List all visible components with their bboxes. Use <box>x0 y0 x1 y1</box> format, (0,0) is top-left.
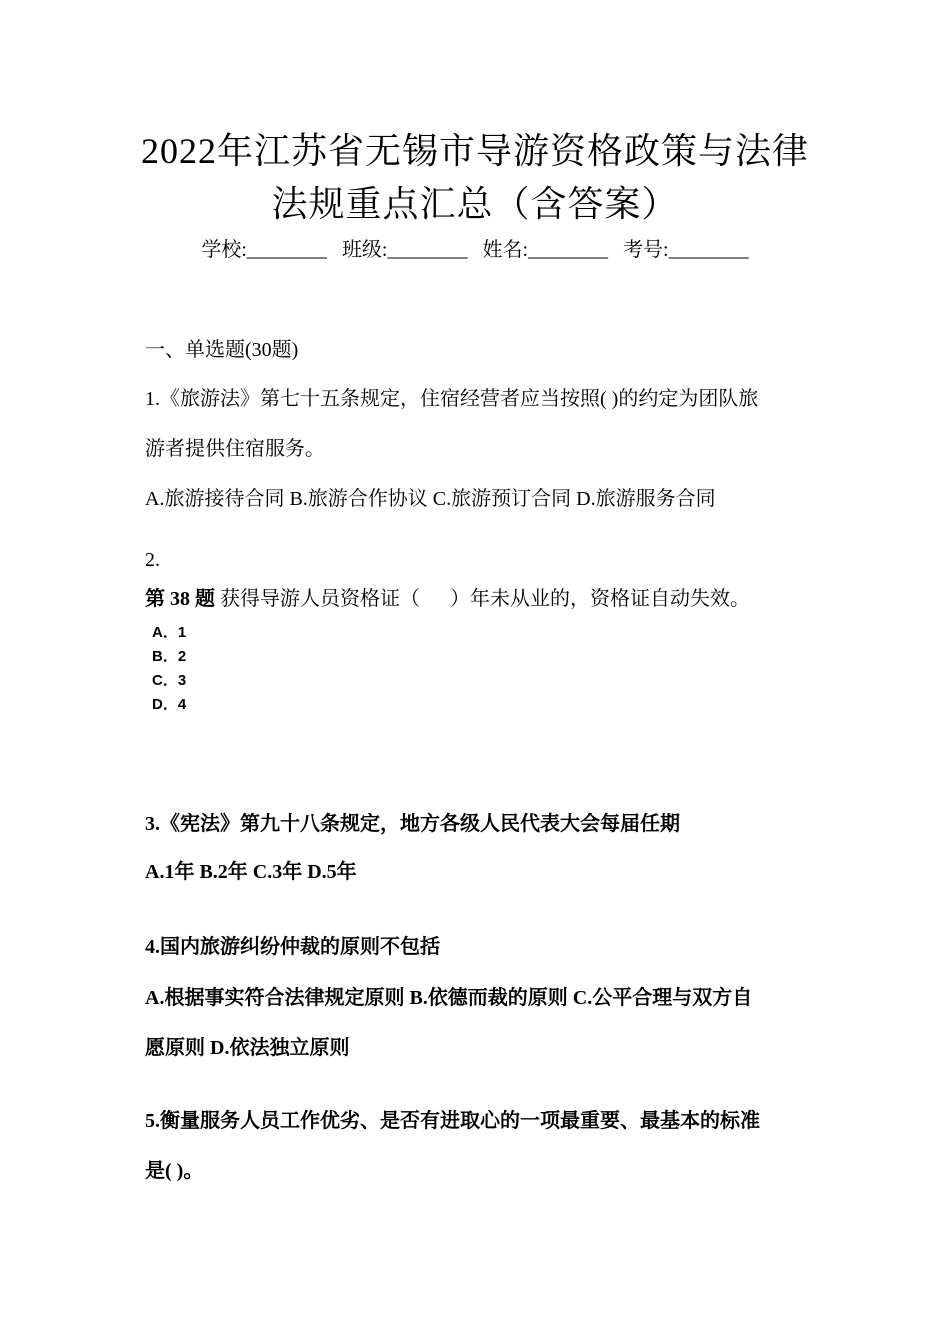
question-3-text: 3.《宪法》第九十八条规定，地方各级人民代表大会每届任期 <box>145 813 680 835</box>
question-2-option-d: D．4 <box>152 696 187 713</box>
question-2-number: 2. <box>145 549 160 571</box>
question-2-option-a: A．1 <box>152 624 187 641</box>
section-heading: 一、单选题(30题) <box>145 339 299 361</box>
question-2-option-b: B．2 <box>152 648 187 665</box>
question-2-text <box>145 585 825 613</box>
question-5-text-line1: 5.衡量服务人员工作优劣、是否有进取心的一项最重要、最基本的标准 <box>145 1110 760 1132</box>
question-1-options: A.旅游接待合同 B.旅游合作协议 C.旅游预订合同 D.旅游服务合同 <box>145 488 716 510</box>
school-field: 学校:________ <box>201 239 327 261</box>
student-info-line <box>0 236 950 264</box>
question-2-label: 第 38 题 <box>145 588 215 610</box>
question-1-text-line2: 游者提供住宿服务。 <box>145 438 325 460</box>
name-field: 姓名:________ <box>482 239 609 261</box>
question-5-text-line2: 是( )。 <box>145 1160 204 1182</box>
question-2-body: 获得导游人员资格证（ ）年未从业的，资格证自动失效。 <box>215 588 750 610</box>
question-4-options-line1: A.根据事实符合法律规定原则 B.依德而裁的原则 C.公平合理与双方自 <box>145 987 753 1009</box>
question-3-options: A.1年 B.2年 C.3年 D.5年 <box>145 861 357 883</box>
question-4-text: 4.国内旅游纠纷仲裁的原则不包括 <box>145 936 440 958</box>
document-title-line1: 2022年江苏省无锡市导游资格政策与法律 <box>140 131 809 171</box>
question-2-option-c: C．3 <box>152 672 187 689</box>
exam-number-field: 考号:________ <box>623 239 749 261</box>
question-1-text-line1: 1.《旅游法》第七十五条规定，住宿经营者应当按照( )的约定为团队旅 <box>145 388 759 410</box>
class-field: 班级:________ <box>341 239 468 261</box>
document-title-line2: 法规重点汇总（含答案） <box>271 184 679 224</box>
question-4-options-line2: 愿原则 D.依法独立原则 <box>145 1037 350 1059</box>
